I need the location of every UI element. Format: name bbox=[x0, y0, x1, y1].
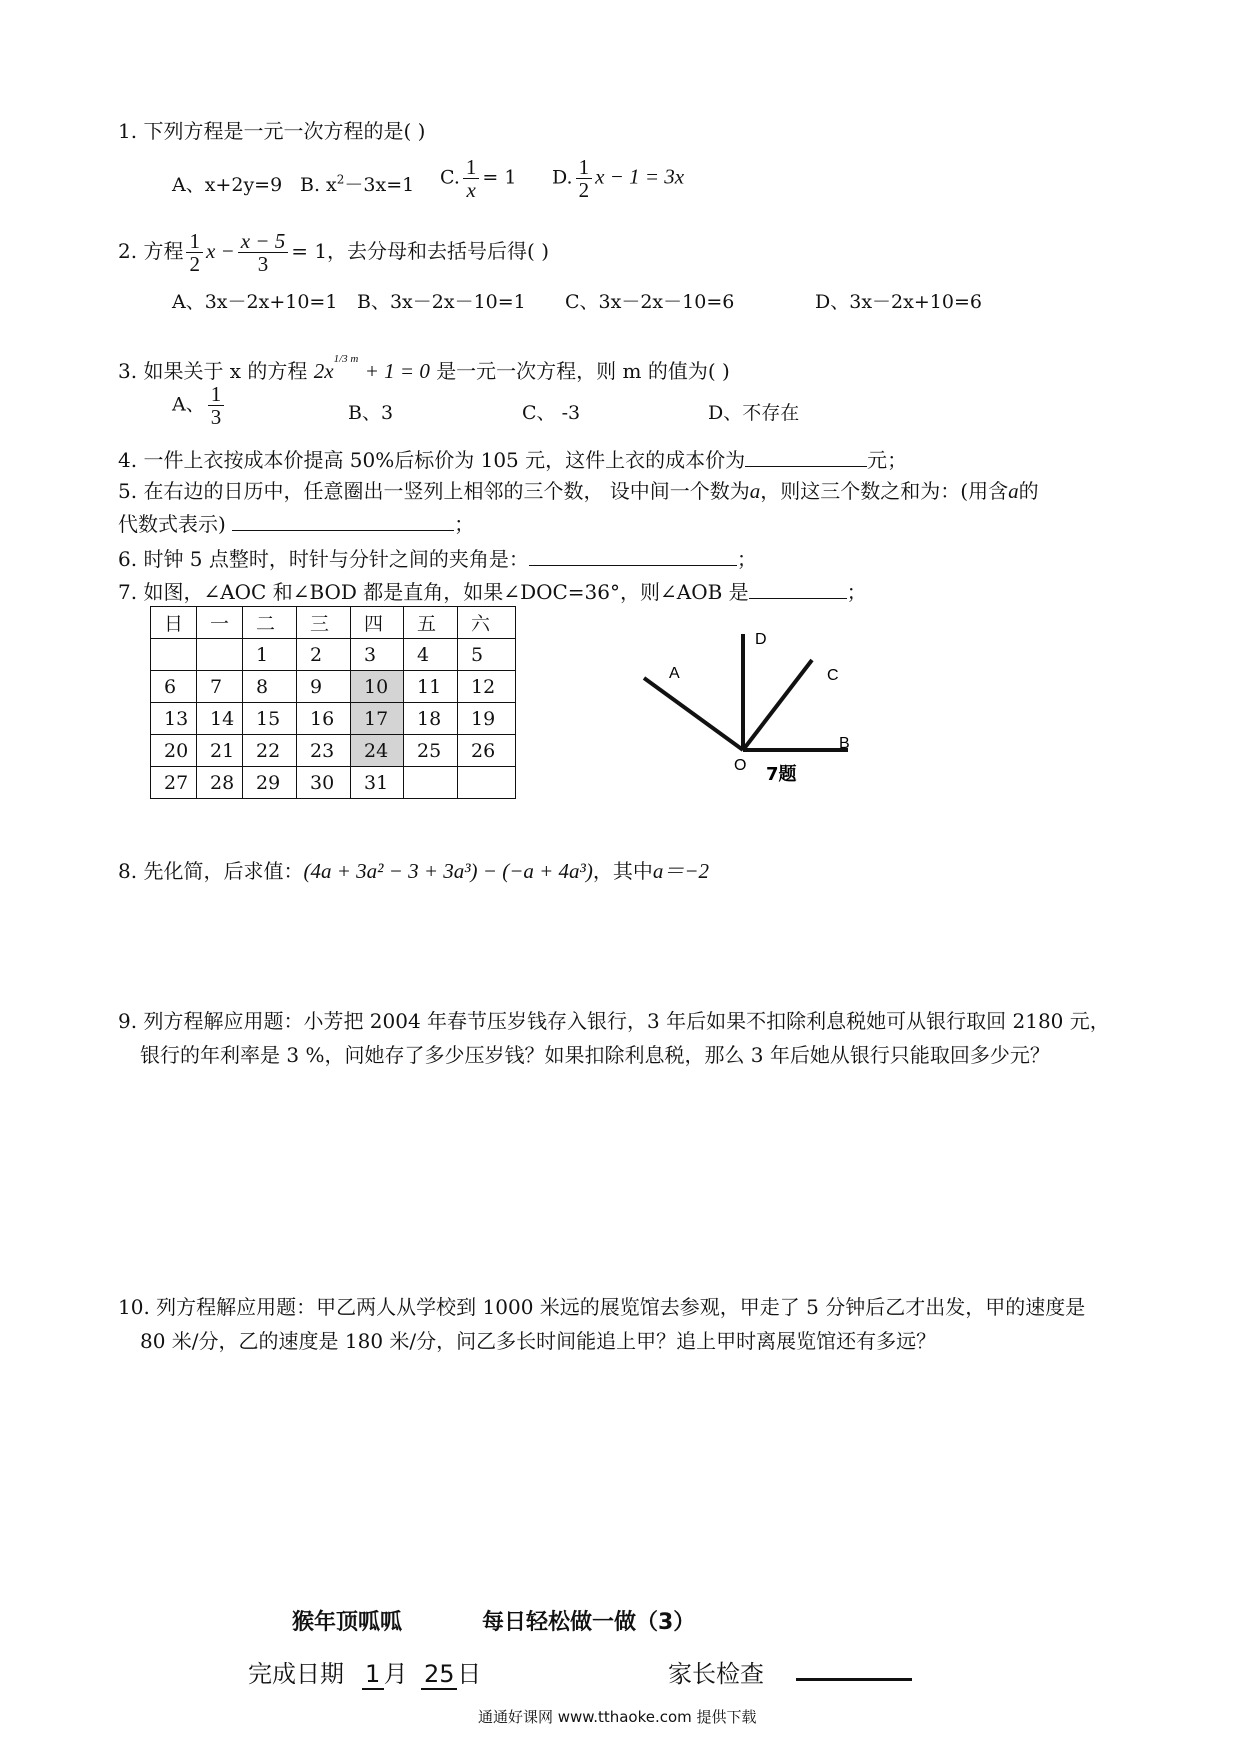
calendar-day-cell: 2 bbox=[297, 639, 351, 671]
calendar-day-cell bbox=[404, 767, 458, 799]
question-1-stem: 1. 下列方程是一元一次方程的是( ) bbox=[118, 119, 426, 143]
question-6: 6. 时钟 5 点整时，时针与分针之间的夹角是： ； bbox=[118, 543, 757, 574]
q3-option-a: A、 $\frac{1}{3}$ bbox=[172, 383, 227, 428]
question-9-line-2: 银行的年利率是 3 %，问她存了多少压岁钱？如果扣除利息税，那么 3 年后她从银行只能取回多少元？ bbox=[140, 1043, 1050, 1067]
calendar-day-cell: 9 bbox=[297, 671, 351, 703]
footer-slogan: 猴年顶呱呱 bbox=[292, 1610, 403, 1635]
calendar-day-cell: 31 bbox=[351, 767, 404, 799]
footer-title: 每日轻松做一做（3） bbox=[482, 1610, 696, 1635]
q3-option-b: B、3 bbox=[348, 402, 394, 424]
q1-option-b: B. $x^2-3x=1$ bbox=[300, 172, 415, 196]
calendar-header-cell: 日 bbox=[151, 607, 197, 639]
day-field[interactable]: 25 bbox=[421, 1660, 457, 1690]
label-b: B bbox=[839, 735, 850, 752]
question-7: 7. 如图，∠AOC 和∠BOD 都是直角，如果∠DOC=36°，则∠AOB 是 ； bbox=[118, 576, 867, 607]
calendar-day-cell: 11 bbox=[404, 671, 458, 703]
calendar-week-row bbox=[151, 671, 516, 703]
q1-option-a: A、x+2y=9 bbox=[172, 174, 283, 196]
calendar-day-cell: 14 bbox=[197, 703, 243, 735]
q2-option-a: A、3x－2x+10=1 bbox=[172, 291, 338, 313]
calendar-table bbox=[150, 606, 516, 799]
day-unit: 日 bbox=[457, 1660, 482, 1688]
calendar-day-cell: 30 bbox=[297, 767, 351, 799]
calendar-day-cell: 21 bbox=[197, 735, 243, 767]
calendar-header-cell: 四 bbox=[351, 607, 404, 639]
month-unit: 月 bbox=[383, 1660, 408, 1688]
parent-check-label: 家长检查 bbox=[668, 1660, 764, 1688]
calendar-header-cell: 六 bbox=[458, 607, 516, 639]
label-a: A bbox=[669, 665, 680, 682]
calendar-day-cell: 13 bbox=[151, 703, 197, 735]
calendar-day-cell bbox=[458, 767, 516, 799]
ray-oc bbox=[743, 660, 812, 750]
download-credit: 通通好课网 www.tthaoke.com 提供下载 bbox=[478, 1708, 757, 1726]
q3-option-c: C、 -3 bbox=[522, 402, 581, 424]
question-8: 8. 先化简，后求值：(4a + 3a² − 3 + 3a³) − (−a + 4a³)，其中a＝−2 bbox=[118, 859, 710, 883]
completion-date bbox=[248, 1654, 481, 1690]
question-10-line-1: 10. 列方程解应用题：甲乙两人从学校到 1000 米远的展览馆去参观，甲走了 5 分钟后乙才出发，甲的速度是 bbox=[118, 1295, 1086, 1319]
calendar-day-cell: 27 bbox=[151, 767, 197, 799]
question-4: 4. 一件上衣按成本价提高 50%后标价为 105 元，这件上衣的成本价为 元； bbox=[118, 444, 907, 475]
question-5-line-2: 代数式表示) ； bbox=[118, 508, 474, 539]
calendar-day-cell: 15 bbox=[243, 703, 297, 735]
month-field[interactable]: 1 bbox=[362, 1660, 384, 1690]
calendar-day-cell: 22 bbox=[243, 735, 297, 767]
calendar-day-cell: 28 bbox=[197, 767, 243, 799]
q2-option-d: D、3x－2x+10=6 bbox=[815, 291, 982, 313]
calendar-day-cell: 16 bbox=[297, 703, 351, 735]
calendar-header-cell: 二 bbox=[243, 607, 297, 639]
calendar-header-cell: 三 bbox=[297, 607, 351, 639]
answer-blank-5[interactable] bbox=[232, 508, 454, 531]
date-label: 完成日期 bbox=[248, 1660, 344, 1688]
calendar-day-cell: 3 bbox=[351, 639, 404, 671]
calendar-day-cell: 1 bbox=[243, 639, 297, 671]
label-c: C bbox=[827, 667, 839, 684]
calendar-day-cell: 6 bbox=[151, 671, 197, 703]
calendar-header-cell: 五 bbox=[404, 607, 458, 639]
calendar-day-cell: 20 bbox=[151, 735, 197, 767]
answer-blank-4[interactable] bbox=[745, 444, 867, 467]
calendar-header-cell: 一 bbox=[197, 607, 243, 639]
q2-option-b: B、3x－2x－10=1 bbox=[357, 291, 526, 313]
question-3-stem: 3. 如果关于 x 的方程 $2x^{1/3 m} + 1 = 0$ 是一元一次方程，则 m 的值为( ) bbox=[118, 353, 730, 383]
calendar-week-row bbox=[151, 639, 516, 671]
q2-option-c: C、3x－2x－10=6 bbox=[565, 291, 735, 313]
calendar-header-row bbox=[151, 607, 516, 639]
calendar-day-cell bbox=[151, 639, 197, 671]
label-d: D bbox=[755, 631, 767, 648]
calendar-week-row bbox=[151, 767, 516, 799]
calendar-week-row bbox=[151, 735, 516, 767]
calendar-day-cell bbox=[197, 639, 243, 671]
angle-figure bbox=[630, 620, 870, 790]
question-5-line-1: 5. 在右边的日历中，任意圈出一竖列上相邻的三个数， 设中间一个数为a，则这三个数之和为：(用含a的 bbox=[118, 479, 1039, 503]
calendar-day-cell: 29 bbox=[243, 767, 297, 799]
calendar-day-cell: 23 bbox=[297, 735, 351, 767]
q1-option-c: C. $\frac{1}{x}$ = 1 bbox=[440, 155, 517, 202]
parent-check bbox=[668, 1654, 912, 1689]
calendar-day-cell: 12 bbox=[458, 671, 516, 703]
question-2-stem: 2. 方程 $\frac{1}{2}$ x − $\frac{x - 5}{3}$ = 1，去分母和去括号后得( ) bbox=[118, 229, 550, 276]
ray-oa bbox=[644, 678, 743, 750]
parent-signature-field[interactable] bbox=[796, 1654, 912, 1681]
figure-caption: 7题 bbox=[766, 764, 797, 785]
calendar-day-cell: 4 bbox=[404, 639, 458, 671]
answer-blank-6[interactable] bbox=[529, 543, 737, 566]
q3-option-d: D、不存在 bbox=[708, 402, 800, 424]
calendar-day-cell-highlighted: 10 bbox=[351, 671, 404, 703]
label-o: O bbox=[734, 757, 747, 774]
calendar-day-cell: 8 bbox=[243, 671, 297, 703]
calendar-week-row bbox=[151, 703, 516, 735]
calendar-day-cell: 7 bbox=[197, 671, 243, 703]
q1-option-d: D. $\frac{1}{2}$ x − 1 = 3x bbox=[552, 155, 685, 202]
calendar-day-cell: 5 bbox=[458, 639, 516, 671]
calendar-day-cell-highlighted: 17 bbox=[351, 703, 404, 735]
question-9-line-1: 9. 列方程解应用题：小芳把 2004 年春节压岁钱存入银行，3 年后如果不扣除利息税她可从银行取回 2180 元， bbox=[118, 1009, 1110, 1033]
calendar-day-cell-highlighted: 24 bbox=[351, 735, 404, 767]
calendar-day-cell: 25 bbox=[404, 735, 458, 767]
calendar-day-cell: 26 bbox=[458, 735, 516, 767]
answer-blank-7[interactable] bbox=[749, 576, 847, 599]
calendar-day-cell: 19 bbox=[458, 703, 516, 735]
calendar-day-cell: 18 bbox=[404, 703, 458, 735]
question-10-line-2: 80 米/分，乙的速度是 180 米/分，问乙多长时间能追上甲？追上甲时离展览馆还有多远？ bbox=[140, 1329, 937, 1353]
